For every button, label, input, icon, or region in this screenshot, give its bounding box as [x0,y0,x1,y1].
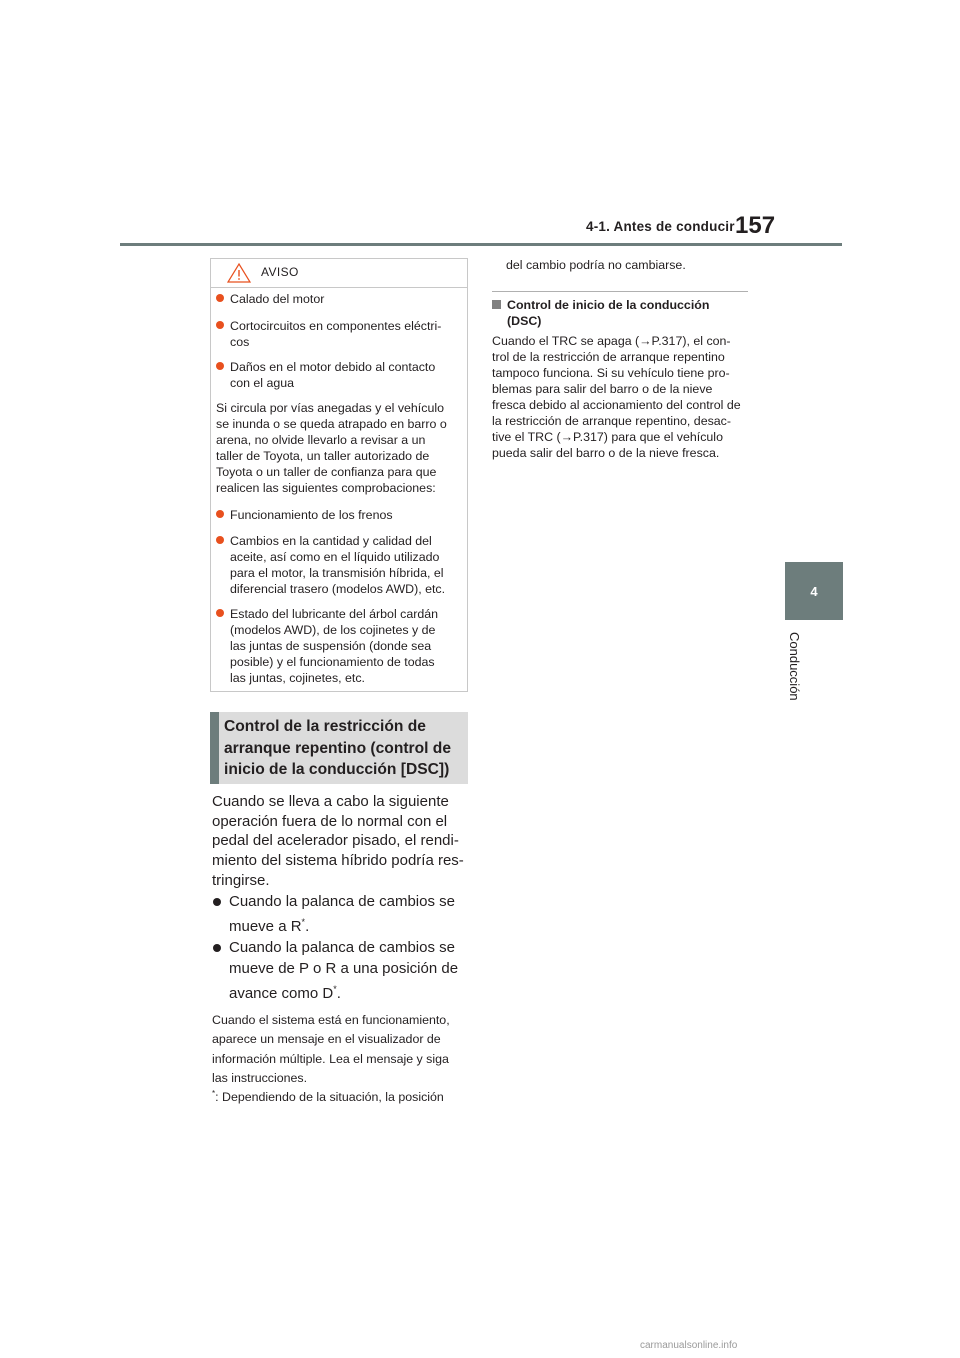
bullet-icon [216,609,224,617]
chapter-tab: 4 [785,562,843,620]
bullet-icon [216,362,224,370]
note-paragraph: Cuando el sistema está en funcionamiento, aparece un mensaje en el visualizador de información múltiple. Lea el mensaje y siga las instrucciones. [212,1013,450,1086]
heading-accent-bar [210,712,219,784]
watermark: carmanualsonline.info [640,1340,738,1351]
warning-header [211,259,467,288]
warning-title: AVISO [261,265,299,279]
warning-triangle-icon [227,263,251,283]
bullet-icon [216,294,224,302]
warning-paragraph: Si circula por vías anegadas y el vehículo se inunda o se queda atrapado en barro o arena, no olvide llevarlo a revisar a un taller de Toyota, un taller autorizado de Toyota o un taller de confianza para que realicen las siguientes comprobaciones: [216,401,447,495]
footnote: *: Dependiendo de la situación, la posición [212,1089,444,1105]
bullet-icon [216,321,224,329]
subheading-square-icon [492,300,501,309]
bullet-icon [213,898,221,906]
subheading: Control de inicio de la conducción (DSC) [507,298,710,328]
continuation-text: del cambio podría no cambiarse. [506,258,686,272]
chapter-title-text: Conducción [787,632,802,701]
subsection-divider [492,291,748,292]
section-heading [210,712,468,784]
intro-paragraph: Cuando se lleva a cabo la siguiente operación fuera de lo normal con el pedal del acelerador pisado, el rendi- miento del sistema híbrido podría res- tringirse. [212,793,464,889]
section-heading-text: Control de la restricción de arranque repentino (control de inicio de la conducción [DSC]) [224,718,452,778]
body-paragraph: Cuando el TRC se apaga (→P.317), el con- trol de la restricción de arranque repentino tampoco funciona. Si su vehículo tiene pro- blemas para salir del barro o de la nieve fresca debido al accionamiento del control de la restricción de arranque repentino, desac- tive el TRC (→P.317) para que el vehículo pueda salir del barro o de la nieve fresca. [492,334,741,460]
chapter-title [788,632,804,742]
header-divider [120,243,842,246]
page-number: 157 [735,212,776,239]
bullet-icon [213,944,221,952]
bullet-icon [216,536,224,544]
section-title: 4-1. Antes de conducir [586,219,735,234]
bullet-icon [216,510,224,518]
